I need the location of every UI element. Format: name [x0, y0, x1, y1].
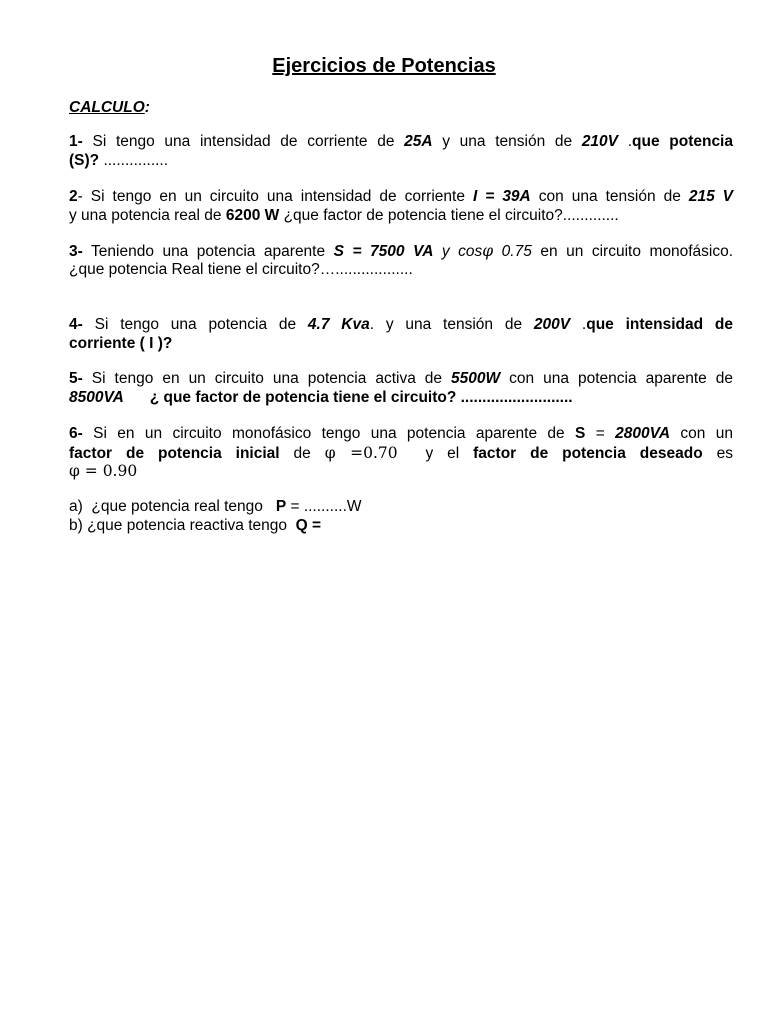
value: y cos [433, 243, 483, 260]
text: = [585, 425, 616, 442]
text: . [618, 133, 633, 150]
missing-glyph-boxes [398, 445, 426, 462]
phi-symbol: φ [69, 462, 80, 480]
exercise-1 [69, 133, 733, 170]
exercise-6 [69, 425, 733, 481]
value: 215 V [688, 188, 734, 205]
value: S [575, 425, 586, 442]
value: 5500W [451, 370, 501, 387]
text: Si tengo en un circuito una potencia activa de [82, 370, 452, 387]
value: 2800VA [615, 425, 671, 442]
phi-symbol: φ [482, 242, 494, 260]
exercise-number: 5- [69, 370, 83, 387]
text: es [702, 444, 733, 462]
question: (S)? [69, 151, 100, 169]
question-b: b) ¿que potencia reactiva tengo [69, 516, 296, 534]
text: . y una tensión de [369, 316, 534, 333]
exercise-4 [69, 316, 733, 353]
variable: Q = [295, 516, 322, 534]
text: - Si tengo en un circuito una intensidad de corriente [77, 188, 473, 205]
text: con una potencia aparente de [500, 370, 734, 387]
variable: P [275, 498, 287, 515]
page-title: Ejercicios de Potencias [272, 55, 496, 77]
value: 25A [404, 133, 433, 150]
text: y una potencia real de [69, 206, 226, 224]
section-colon: : [144, 99, 150, 116]
text: Si tengo una potencia de [82, 316, 308, 333]
value: 4.7 Kva [307, 316, 370, 333]
text: y una tensión de [432, 133, 582, 150]
value: 200V [533, 316, 571, 333]
text: . [570, 316, 587, 333]
exercise-3 [69, 242, 733, 279]
section-heading [69, 99, 733, 118]
exercise-5 [69, 370, 733, 407]
exercise-number: 2 [69, 188, 78, 205]
text: con un [670, 425, 733, 442]
text: ¿que factor de potencia tiene el circuito?............. [279, 206, 619, 224]
question: ¿ que factor de potencia tiene el circuito? .......................... [123, 388, 573, 406]
text: Teniendo una potencia aparente [82, 243, 334, 260]
text: y el [425, 444, 474, 462]
question: que potencia [632, 133, 733, 150]
sub-questions [69, 498, 733, 535]
question: corriente ( I )? [69, 334, 173, 352]
exercise-number: 4- [69, 316, 83, 333]
value: 0.75 [493, 243, 532, 260]
text: Si en un circuito monofásico tengo una potencia aparente de [82, 425, 576, 442]
emphasis: factor de potencia deseado [473, 444, 703, 462]
value: 210V [581, 133, 619, 150]
text: con una tensión de [530, 188, 689, 205]
answer-blank: ............... [99, 151, 169, 169]
text: de [279, 444, 325, 462]
value: 6200 W [225, 206, 280, 224]
value: =0.70 [335, 443, 398, 462]
exercise-2 [69, 188, 733, 225]
exercise-number: 3- [69, 243, 83, 260]
exercise-number: 6- [69, 425, 83, 442]
value: 8500VA [69, 388, 124, 406]
text: en un circuito monofásico. [531, 243, 734, 260]
text: Si tengo una intensidad de corriente de [82, 133, 405, 150]
emphasis: factor de potencia inicial [69, 444, 280, 462]
question: que intensidad de [586, 316, 734, 333]
value: S = 7500 VA [333, 243, 434, 260]
answer-blank: = ..........W [286, 498, 362, 515]
text: ¿que potencia Real tiene el circuito?….................. [69, 260, 413, 278]
section-label: CALCULO [69, 99, 145, 116]
phi-symbol: φ [324, 443, 336, 462]
question-a: a) ¿que potencia real tengo [69, 498, 276, 515]
value: = 0.90 [79, 462, 138, 480]
exercise-number: 1- [69, 133, 83, 150]
value: I = 39A [472, 188, 531, 205]
